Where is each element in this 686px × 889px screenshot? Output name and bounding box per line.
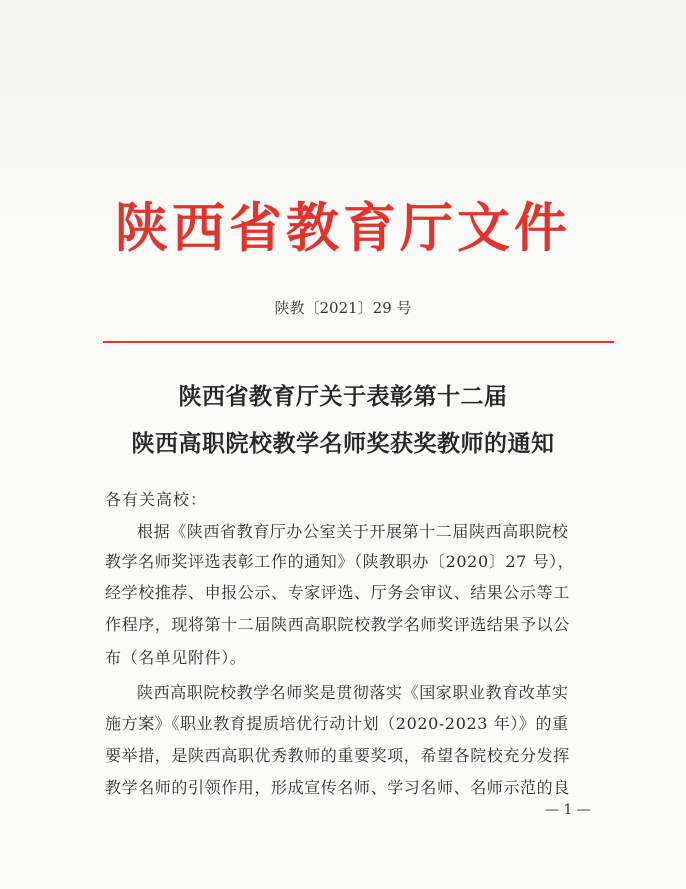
document-masthead: 陕西省教育厅文件 xyxy=(115,198,571,259)
body-paragraph-1-line: 经学校推荐、申报公示、专家评选、厅务会审议、结果公示等工 xyxy=(105,583,570,602)
body-paragraph-1-line: 布（名单见附件）。 xyxy=(105,648,247,667)
body-paragraph-2-line: 要举措，是陕西高职优秀教师的重要奖项，希望各院校充分发挥 xyxy=(105,746,570,765)
page-number: — 1 — xyxy=(545,802,591,818)
salutation: 各有关高校： xyxy=(105,490,208,509)
notice-title-line-2: 陕西高职院校教学名师奖获奖教师的通知 xyxy=(131,430,555,457)
red-divider-line xyxy=(103,341,614,343)
body-paragraph-2-line: 教学名师的引领作用，形成宣传名师、学习名师、名师示范的良 xyxy=(105,778,570,797)
body-paragraph-2-line: 陕西高职院校教学名师奖是贯彻落实《国家职业教育改革实 xyxy=(137,683,569,702)
document-number: 陕教〔2021〕29 号 xyxy=(274,299,412,317)
body-paragraph-2-line: 施方案》《职业教育提质培优行动计划（2020-2023 年）》的重 xyxy=(105,714,569,733)
body-paragraph-1-line: 教学名师奖评选表彰工作的通知》（陕教职办〔2020〕27 号）， xyxy=(105,552,575,571)
body-paragraph-1-line: 作程序，现将第十二届陕西高职院校教学名师奖评选结果予以公 xyxy=(105,615,570,634)
body-paragraph-1-line: 根据《陕西省教育厅办公室关于开展第十二届陕西高职院校 xyxy=(137,522,569,541)
notice-title-line-1: 陕西省教育厅关于表彰第十二届 xyxy=(178,383,508,410)
